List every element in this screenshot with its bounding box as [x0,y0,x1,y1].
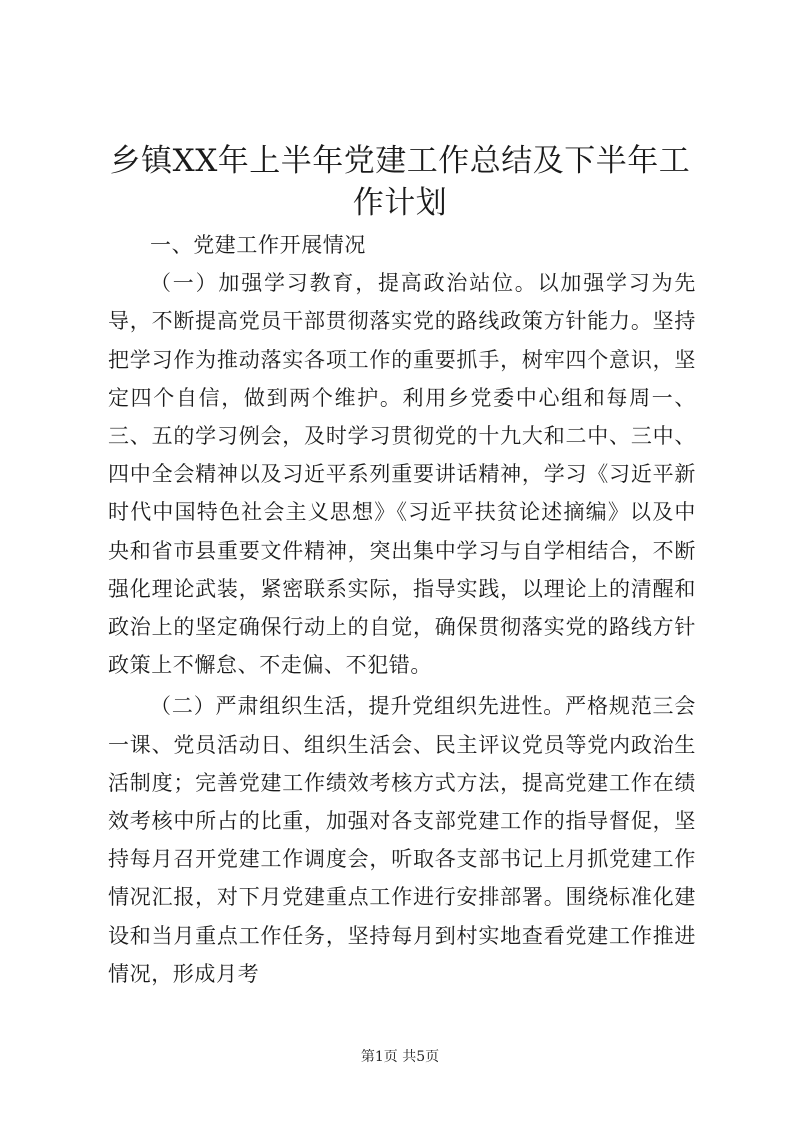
document-title: 乡镇XX年上半年党建工作总结及下半年工作计划 [109,143,691,221]
document-body [108,226,696,993]
paragraph-organization-life: （二）严肃组织生活，提升党组织先进性。严格规范三会一课、党员活动日、组织生活会、民主评议党员等党内政治生活制度；完善党建工作绩效考核方式方法，提高党建工作在绩效考核中所占的比重，加强对各支部党建工作的指导督促，坚持每月召开党建工作调度会，听取各支部书记上月抓党建工作情况汇报，对下月党建重点工作进行安排部署。围绕标准化建设和当月重点工作任务，坚持每月到村实地查看党建工作推进情况，形成月考 [108,694,696,986]
page-footer: 第1页 共5页 [360,1049,440,1065]
section-heading: 一、党建工作开展情况 [150,233,366,257]
paragraph-study-education: （一）加强学习教育，提高政治站位。以加强学习为先导，不断提高党员干部贯彻落实党的路线政策方针能力。坚持把学习作为推动落实各项工作的重要抓手，树牢四个意识，坚定四个自信，做到两个维护。利用乡党委中心组和每周一、三、五的学习例会，及时学习贯彻党的十九大和二中、三中、四中全会精神以及习近平系列重要讲话精神，学习《习近平新时代中国特色社会主义思想》《习近平扶贫论述摘编》以及中央和省市县重要文件精神，突出集中学习与自学相结合，不断强化理论武装，紧密联系实际，指导实践，以理论上的清醒和政治上的坚定确保行动上的自觉，确保贯彻落实党的路线方针政策上不懈怠、不走偏、不犯错。 [108,271,696,678]
